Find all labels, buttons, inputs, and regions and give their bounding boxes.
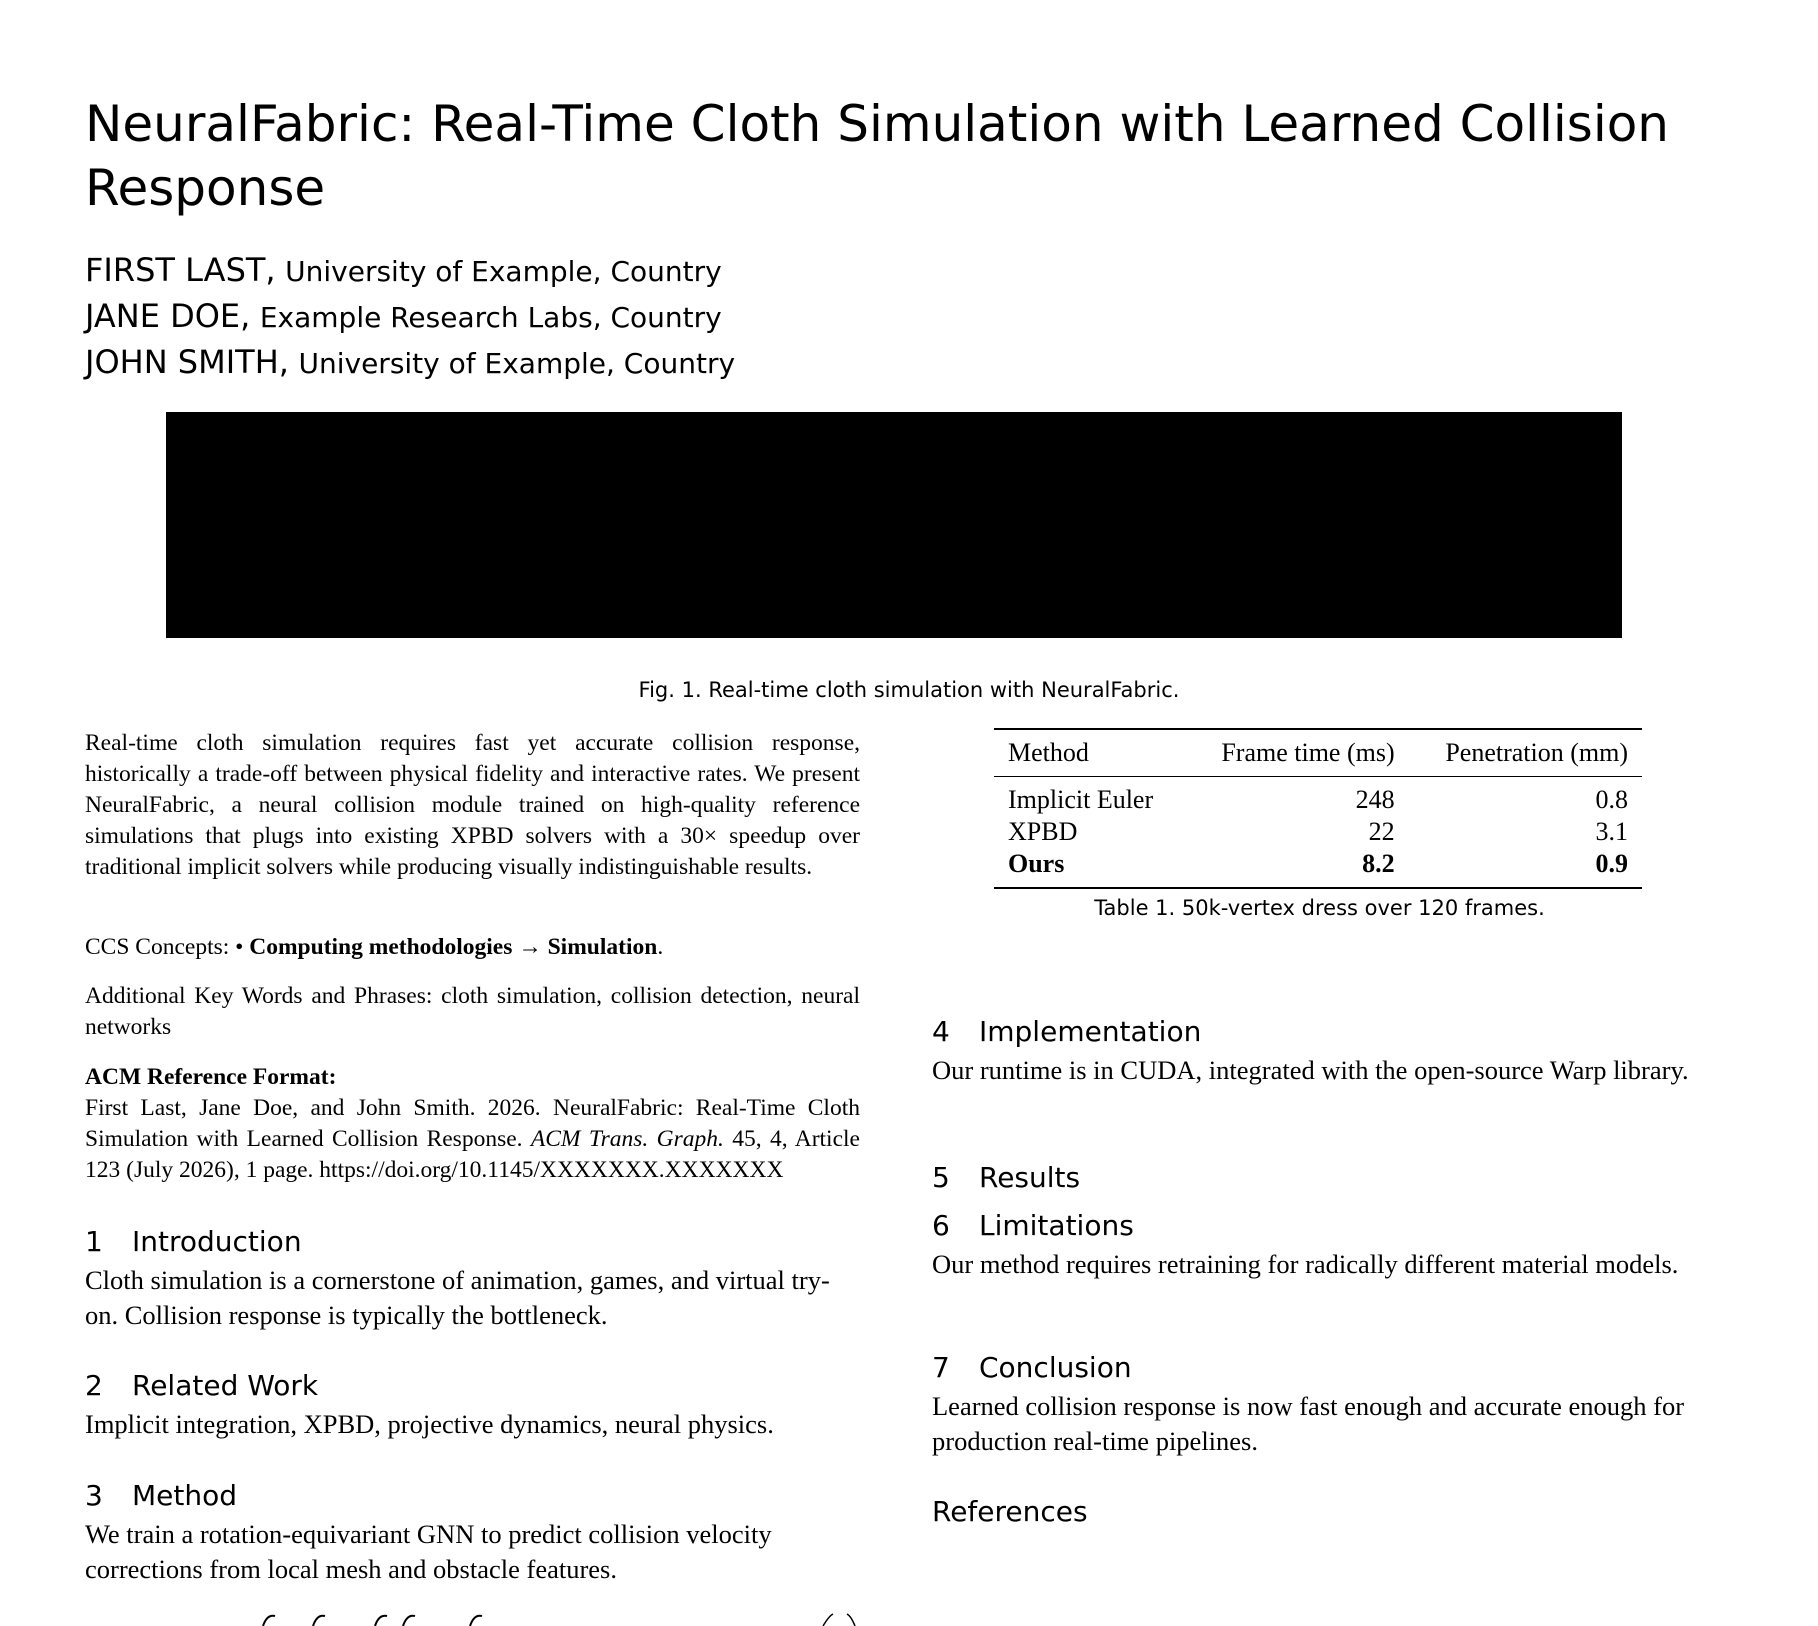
references-heading: References bbox=[932, 1495, 1088, 1528]
table-row bbox=[994, 848, 1642, 888]
section-title: Conclusion bbox=[979, 1351, 1132, 1384]
section-title: Introduction bbox=[132, 1225, 302, 1258]
section-heading bbox=[85, 1224, 860, 1260]
table-row bbox=[994, 816, 1642, 848]
author-affiliation: Example Research Labs, Country bbox=[259, 301, 722, 334]
author bbox=[85, 340, 1485, 386]
section-body: Our method requires retraining for radically different material models. bbox=[932, 1249, 1679, 1279]
acm-reference-heading: ACM Reference Format: bbox=[85, 1064, 337, 1090]
section-body: Implicit integration, XPBD, projective dynamics, neural physics. bbox=[85, 1409, 774, 1439]
section-title: Limitations bbox=[979, 1209, 1134, 1242]
ccs-end: . bbox=[657, 934, 664, 960]
section-number: 7 bbox=[932, 1351, 950, 1384]
section-body: Learned collision response is now fast enough and accurate enough for production real-time pipelines. bbox=[932, 1391, 1685, 1456]
table-header-cell: Method bbox=[994, 729, 1186, 777]
section-number: 5 bbox=[932, 1161, 950, 1194]
acm-reference-text-before: First Last, Jane Doe, and John Smith. 2026. NeuralFabric: Real-Time Cloth Simulation with Learned Collision Response. bbox=[85, 1095, 860, 1152]
table-cell-frame-time: 22 bbox=[1368, 817, 1395, 846]
section-title: Related Work bbox=[132, 1369, 319, 1402]
section-heading bbox=[932, 1350, 1707, 1386]
ccs-label: CCS Concepts: • bbox=[85, 934, 250, 960]
section-number: 6 bbox=[932, 1209, 950, 1242]
section-body: We train a rotation-equivariant GNN to predict collision velocity corrections from local mesh and obstacle features. bbox=[85, 1519, 772, 1584]
table-cell-method: Implicit Euler bbox=[1008, 785, 1154, 814]
section-title: Method bbox=[132, 1479, 238, 1512]
section-conclusion bbox=[932, 1350, 1707, 1459]
section-introduction bbox=[85, 1224, 860, 1333]
author-name: JOHN SMITH, bbox=[85, 343, 289, 381]
author-name: FIRST LAST, bbox=[85, 251, 276, 289]
acm-reference-text-after: 45, 4, Article 123 (July 2026), 1 page. https://doi.org/10.1145/XXXXXXX.XXXXXXX bbox=[85, 1126, 860, 1183]
figure-caption: Fig. 1. Real-time cloth simulation with NeuralFabric. bbox=[638, 678, 1180, 702]
table-cell-penetration: 0.8 bbox=[1595, 785, 1628, 814]
table-row bbox=[994, 777, 1642, 817]
table-header-cell: Penetration (mm) bbox=[1409, 729, 1642, 777]
teaser-figure bbox=[166, 412, 1622, 638]
section-heading bbox=[85, 1368, 860, 1404]
keywords: Additional Key Words and Phrases: cloth simulation, collision detection, neural networks bbox=[85, 983, 860, 1040]
table-header-row bbox=[994, 729, 1642, 777]
table-cell-penetration: 0.9 bbox=[1409, 848, 1642, 888]
section-number: 4 bbox=[932, 1015, 950, 1048]
abstract: Real-time cloth simulation requires fast yet accurate collision response, historically a trade-off between physical fidelity and interactive rates. We present NeuralFabric, a neural collision module trained on high-quality reference simulations that plugs into existing XPBD solvers with a 30× speedup over traditional implicit solvers while producing visually indistinguishable results. bbox=[85, 730, 860, 880]
section-heading bbox=[932, 1014, 1707, 1050]
section-heading bbox=[932, 1160, 1707, 1196]
section-implementation bbox=[932, 1014, 1707, 1088]
table-caption: Table 1. 50k-vertex dress over 120 frames. bbox=[1094, 896, 1545, 920]
section-body: Cloth simulation is a cornerstone of animation, games, and virtual try-on. Collision response is typically the bottleneck. bbox=[85, 1265, 830, 1330]
author-name: JANE DOE, bbox=[85, 297, 251, 335]
table-cell-frame-time: 248 bbox=[1355, 785, 1395, 814]
table-cell-method: XPBD bbox=[1008, 817, 1078, 846]
table-cell-frame-time: 8.2 bbox=[1186, 848, 1409, 888]
author-affiliation: University of Example, Country bbox=[298, 347, 736, 380]
author bbox=[85, 248, 1485, 294]
paper-title: NeuralFabric: Real-Time Cloth Simulation with Learned Collision Response bbox=[85, 95, 1669, 217]
acm-reference-text bbox=[85, 1093, 860, 1186]
table-cell-penetration: 3.1 bbox=[1595, 817, 1628, 846]
section-number: 2 bbox=[85, 1369, 103, 1402]
equation-fragment bbox=[85, 1612, 860, 1626]
acm-reference-journal: ACM Trans. Graph. bbox=[530, 1126, 724, 1152]
ccs-concepts bbox=[85, 932, 860, 963]
section-method bbox=[85, 1478, 860, 1587]
section-heading bbox=[932, 1208, 1707, 1244]
section-limitations bbox=[932, 1208, 1707, 1282]
section-number: 1 bbox=[85, 1225, 103, 1258]
section-title: Results bbox=[979, 1161, 1081, 1194]
acm-reference bbox=[85, 1062, 860, 1186]
table-cell-method: Ours bbox=[994, 848, 1186, 888]
results-table bbox=[994, 728, 1642, 889]
section-body: Our runtime is in CUDA, integrated with the open-source Warp library. bbox=[932, 1055, 1689, 1085]
section-number: 3 bbox=[85, 1479, 103, 1512]
section-related-work bbox=[85, 1368, 860, 1442]
section-title: Implementation bbox=[979, 1015, 1202, 1048]
author bbox=[85, 294, 1485, 340]
section-results bbox=[932, 1160, 1707, 1196]
section-heading bbox=[85, 1478, 860, 1514]
ccs-concept: Computing methodologies → Simulation bbox=[249, 934, 658, 960]
table-header-cell: Frame time (ms) bbox=[1186, 729, 1409, 777]
author-list bbox=[85, 248, 1485, 386]
section-references bbox=[932, 1494, 1707, 1530]
author-affiliation: University of Example, Country bbox=[285, 255, 722, 288]
